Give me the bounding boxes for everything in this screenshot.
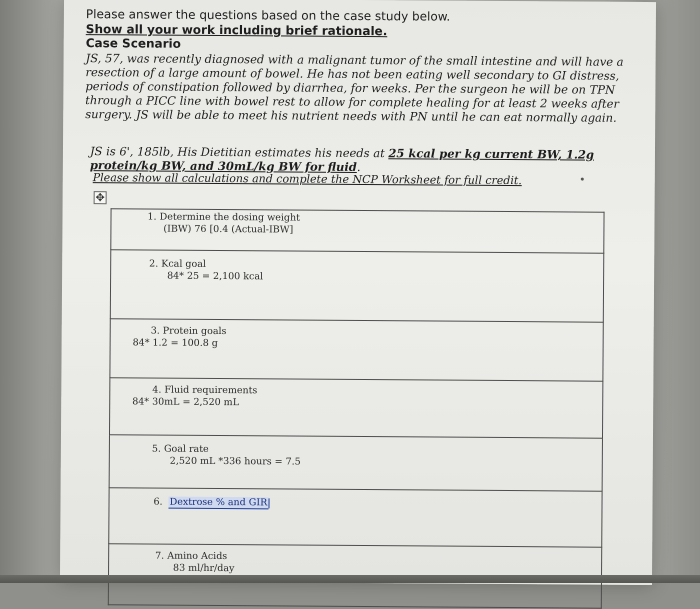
table-row xyxy=(110,319,603,381)
case-scenario-paragraph: JS, 57, was recently diagnosed with a malignant tumor of the small intestine and will have a resection of a large amount of bowel. He has not been eating well secondary to GI distress, periods of constipation followed by diarrhea, for weeks. Per the surgeon he will be on TPN through a PICC line with bowel rest to allow for complete healing for at least 2 weeks after surgery. JS will be able to meet his nutrient needs with PN until he can eat normally again. xyxy=(85,51,624,125)
table-row xyxy=(111,209,604,253)
table-row xyxy=(110,250,603,322)
show-calculations-note: Please show all calculations and complete the NCP Worksheet for full credit. xyxy=(92,171,522,188)
table-row xyxy=(109,488,602,547)
question-number: 6. xyxy=(153,496,163,508)
section-title: Case Scenario xyxy=(85,36,181,51)
question-label: 3. Protein goals xyxy=(150,325,227,338)
question-label: 4. Fluid requirements xyxy=(152,384,258,397)
answer-cell[interactable] xyxy=(109,378,602,438)
text-caret xyxy=(268,498,269,508)
answer-text: 84* 30mL = 2,520 mL xyxy=(132,396,240,409)
estimate-emphasis: 25 kcal per kg current BW, 1.2g protein/kg BW, and 30mL/kg BW for fluid xyxy=(89,146,595,174)
answer-text: (IBW) 76 [0.4 (Actual-IBW] xyxy=(163,223,294,236)
instruction-text: Show all your work including brief rationale. xyxy=(85,22,388,39)
answer-cell[interactable] xyxy=(109,488,602,547)
answer-cell[interactable] xyxy=(110,250,603,322)
table-row xyxy=(109,378,602,438)
move-handle-icon[interactable]: ✥ xyxy=(95,191,105,205)
intro-text: Please answer the questions based on the case study below. xyxy=(85,7,451,24)
monitor-bezel xyxy=(0,575,700,583)
answer-text: 84* 1.2 = 100.8 g xyxy=(132,337,218,350)
question-label: 7. Amino Acids xyxy=(155,550,228,563)
selected-text-highlight[interactable]: Dextrose % and GIR xyxy=(169,496,268,509)
table-row xyxy=(109,435,602,491)
answer-cell[interactable] xyxy=(109,435,602,491)
answer-text: 84* 25 = 2,100 kcal xyxy=(167,270,264,283)
question-label: 1. Determine the dosing weight xyxy=(147,211,300,224)
question-label xyxy=(153,497,269,509)
answer-text: 83 ml/hr/day xyxy=(173,562,235,575)
answer-cell[interactable] xyxy=(110,319,603,381)
answer-text: 2,520 mL *336 hours = 7.5 xyxy=(169,455,301,468)
answer-table xyxy=(108,208,605,608)
speck xyxy=(581,178,584,181)
question-label: 2. Kcal goal xyxy=(149,258,206,270)
answer-cell[interactable] xyxy=(111,209,604,253)
estimate-prefix: JS is 6', 185lb, His Dietitian estimates his needs at xyxy=(89,144,389,161)
estimate-suffix: . xyxy=(356,159,361,175)
worksheet-page xyxy=(60,0,656,585)
question-label: 5. Goal rate xyxy=(151,443,209,455)
